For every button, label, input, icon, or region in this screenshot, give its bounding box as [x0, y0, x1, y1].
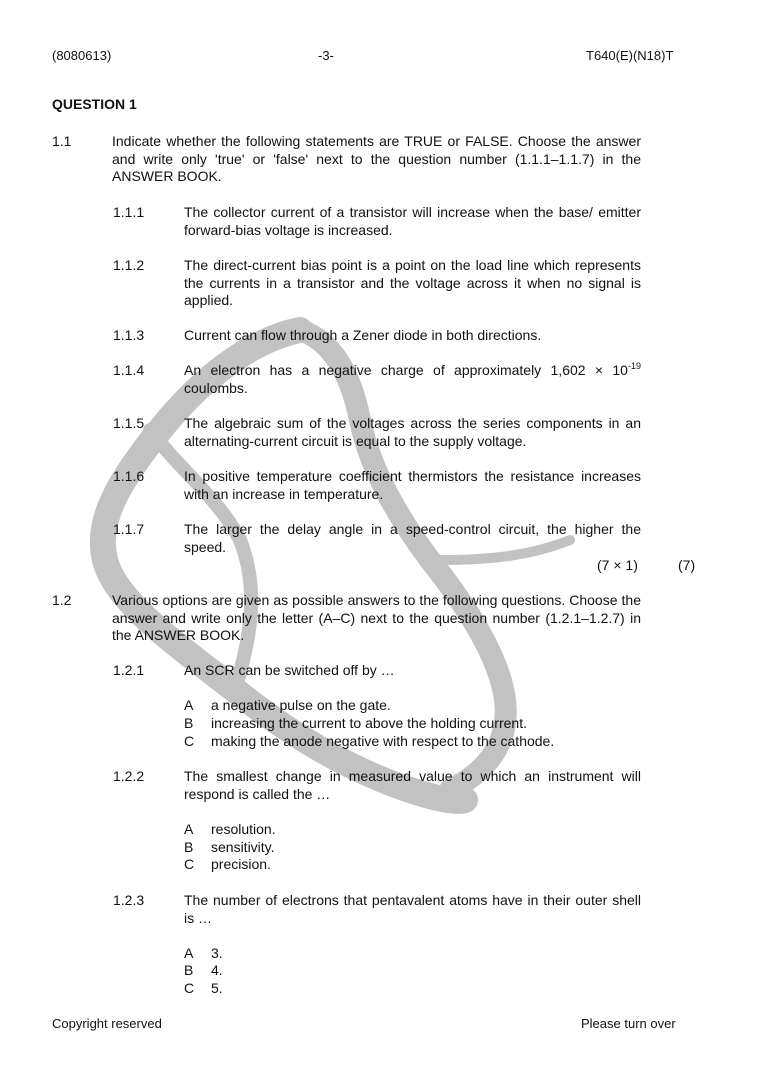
option-letter: C — [184, 856, 195, 872]
page-number: -3- — [318, 48, 334, 63]
option-text: 4. — [211, 962, 223, 978]
item-text: In positive temperature coefficient thermistors the resistance increases with an increase in temperature. — [184, 468, 641, 502]
item-text: The direct-current bias point is a point on the load line which represents the currents in a transistor and the voltage across it when no signal is applied. — [184, 257, 641, 308]
option-letter: B — [184, 962, 194, 978]
option-text: 3. — [211, 945, 223, 961]
question-instruction: Various options are given as possible answers to the following questions. Choose the answer and write only the letter (A–C) next to the question number (1.2.1–1.2.7) in the ANSWER BOOK. — [112, 592, 641, 643]
option-text: precision. — [211, 856, 271, 872]
item-text-part: coulombs. — [184, 379, 248, 396]
option-text: 5. — [211, 980, 223, 996]
question-title: QUESTION 1 — [52, 96, 137, 112]
option-text: sensitivity. — [211, 839, 275, 855]
item-text: Current can flow through a Zener diode in both directions. — [184, 327, 542, 343]
option-letter: A — [184, 821, 194, 837]
item-number: 1.1.5 — [113, 415, 145, 431]
option-text: resolution. — [211, 821, 276, 837]
option-letter: A — [184, 945, 194, 961]
item-number: 1.1.2 — [113, 257, 145, 273]
paper-code: T640(E)(N18)T — [586, 48, 674, 63]
question-number: 1.2 — [52, 592, 72, 608]
item-text: The number of electrons that pentavalent atoms have in their outer shell is … — [184, 892, 641, 926]
document-code: (8080613) — [52, 48, 112, 63]
copyright-notice: Copyright reserved — [52, 1016, 162, 1031]
item-number: 1.1.7 — [113, 521, 145, 537]
option-letter: A — [184, 697, 194, 713]
item-number: 1.1.1 — [113, 204, 145, 220]
item-text — [184, 362, 641, 397]
option-text: making the anode negative with respect to the cathode. — [211, 733, 555, 749]
option-letter: B — [184, 715, 194, 731]
item-text: The larger the delay angle in a speed-control circuit, the higher the speed. — [184, 521, 641, 555]
item-number: 1.1.6 — [113, 468, 145, 484]
item-number: 1.2.3 — [113, 892, 145, 908]
item-text: The algebraic sum of the voltages across the series components in an alternating-current circuit is equal to the supply voltage. — [184, 415, 641, 449]
exponent: -19 — [627, 361, 641, 371]
mark-calculation: (7 × 1) — [597, 557, 638, 573]
turn-over-notice: Please turn over — [581, 1016, 676, 1031]
question-number: 1.1 — [52, 133, 72, 149]
option-letter: C — [184, 980, 195, 996]
item-text: The collector current of a transistor will increase when the base/ emitter forward-bias voltage is increased. — [184, 204, 641, 238]
question-instruction: Indicate whether the following statements are TRUE or FALSE. Choose the answer and write only 'true' or 'false' next to the question number (1.1.1–1.1.7) in the ANSWER BOOK. — [112, 133, 641, 184]
option-text: increasing the current to above the holding current. — [211, 715, 527, 731]
item-text: An SCR can be switched off by … — [184, 662, 395, 678]
mark-total: (7) — [678, 557, 696, 573]
item-number: 1.1.3 — [113, 327, 145, 343]
option-text: a negative pulse on the gate. — [211, 697, 391, 713]
item-number: 1.2.1 — [113, 662, 145, 678]
item-number: 1.1.4 — [113, 362, 145, 378]
item-number: 1.2.2 — [113, 768, 145, 784]
option-letter: B — [184, 839, 194, 855]
item-text-part: An electron has a negative charge of approximately 1,602 × 10 — [184, 362, 628, 378]
option-letter: C — [184, 733, 195, 749]
item-text: The smallest change in measured value to which an instrument will respond is called the … — [184, 768, 641, 802]
